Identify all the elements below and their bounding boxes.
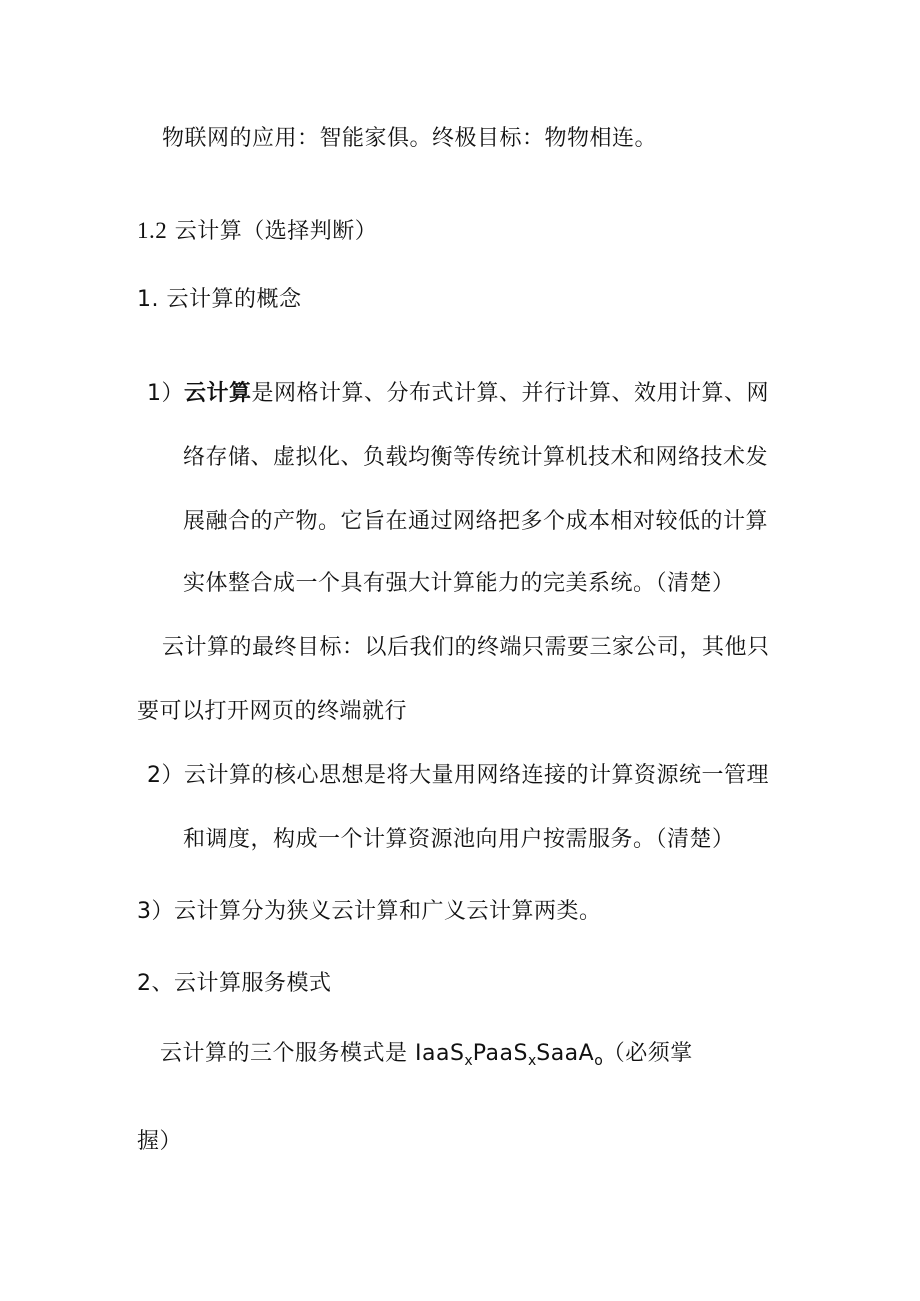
service-iaas: IaaS — [415, 1041, 465, 1066]
service-prefix: 云计算的三个服务模式是 — [160, 1041, 415, 1066]
item1-line2: 络存储、虚拟化、负载均衡等传统计算机技术和网络技术发 — [183, 445, 769, 470]
subheading-service-model: 2、云计算服务模式 — [137, 971, 332, 996]
service-paas: PaaS — [472, 1041, 528, 1066]
item2-line2: 和调度，构成一个计算资源池向用户按需服务。（清楚） — [183, 827, 735, 852]
item1-line1 — [147, 379, 769, 409]
service-sep3: o — [594, 1053, 603, 1069]
item1-line3: 展融合的产物。它旨在通过网络把多个成本相对较低的计算 — [183, 509, 769, 534]
goal-line1: 云计算的最终目标：以后我们的终端只需要三家公司，其他只 — [162, 635, 770, 660]
service-sep1: x — [464, 1053, 473, 1069]
service-suffix: （必须掌 — [602, 1041, 693, 1066]
section-heading-cloud — [137, 216, 377, 247]
subheading-concept: 1. 云计算的概念 — [137, 287, 302, 312]
item2-line1: 2）云计算的核心思想是将大量用网络连接的计算资源统一管理 — [147, 763, 769, 788]
service-sep2: x — [527, 1053, 537, 1069]
paragraph-iot-application: 物联网的应用：智能家俱。终极目标：物物相连。 — [162, 126, 658, 151]
goal-line2: 要可以打开网页的终端就行 — [137, 699, 408, 724]
item1-term: 云计算 — [184, 381, 252, 406]
item1-line1-text: 是网格计算、分布式计算、并行计算、效用计算、网 — [251, 381, 770, 406]
item1-line4: 实体整合成一个具有强大计算能力的完美系统。（清楚） — [183, 571, 735, 596]
section-title: 云计算（选择判断） — [167, 219, 378, 244]
item1-label: 1） — [147, 381, 184, 406]
service-saaa: SaaA — [536, 1041, 595, 1066]
service-model-line — [160, 1039, 693, 1076]
service-model-wrap: 握） — [137, 1129, 183, 1154]
section-number: 1.2 — [137, 218, 168, 243]
item3-line: 3）云计算分为狭义云计算和广义云计算两类。 — [137, 899, 602, 924]
